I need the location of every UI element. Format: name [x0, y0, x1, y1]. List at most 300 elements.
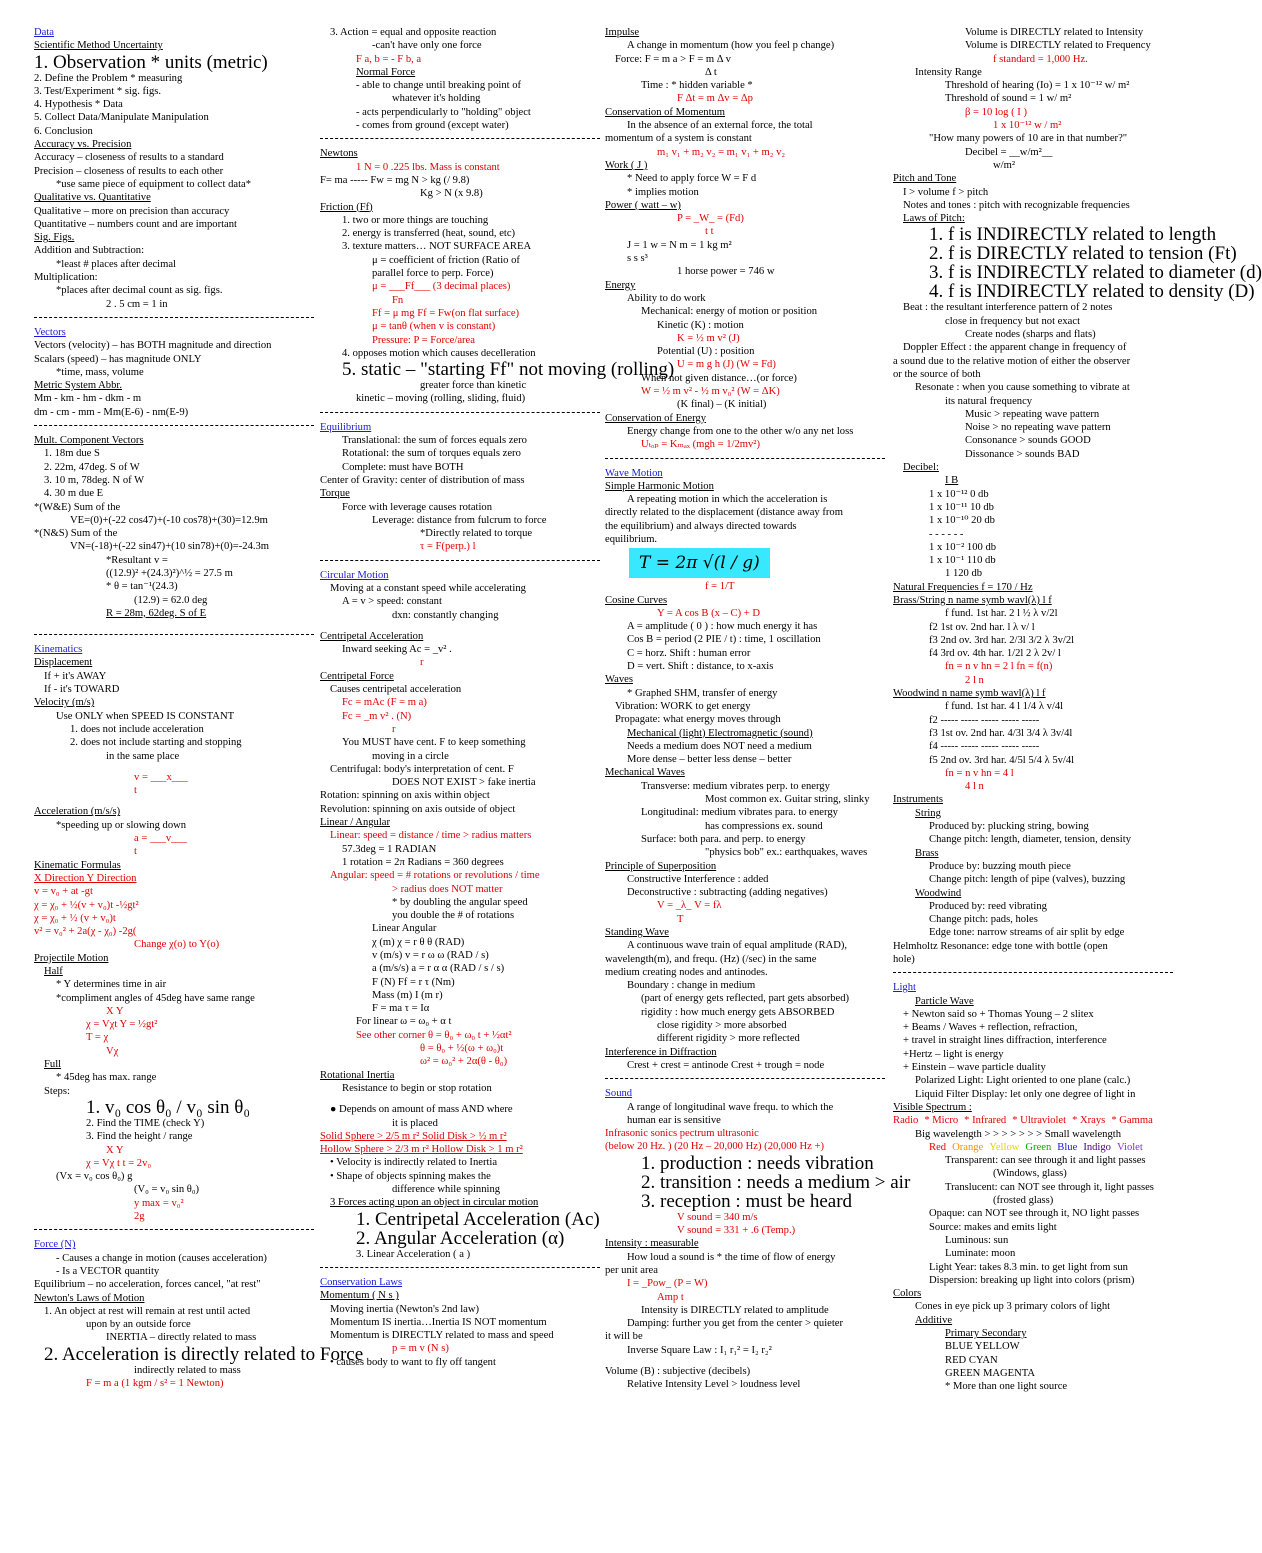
heading-line: Torque	[320, 488, 350, 500]
heading-line: Simple Harmonic Motion	[605, 480, 714, 492]
text-line: 1. does not include acceleration	[70, 723, 204, 735]
pendulum-formula: T = 2π √(l / g)	[629, 548, 770, 578]
text-line: Vectors (velocity) – has BOTH magnitude and direction	[34, 340, 272, 352]
text-line: Produced by: reed vibrating	[929, 900, 1047, 912]
text-line: Rotational: the sum of torques equals zero	[342, 448, 521, 460]
text-line: * implies motion	[627, 186, 699, 198]
text-line: Longitudinal: medium vibrates para. to energy	[641, 807, 838, 819]
text-line: Beat : the resultant interference pattern of 2 notes	[903, 302, 1113, 314]
text-line: Δ t	[705, 66, 717, 78]
text-line: Helmholtz Resonance: edge tone with bottle (open	[893, 940, 1108, 952]
text-line: 4. Hypothesis * Data	[34, 99, 123, 111]
text-line: Damping: further you get from the center > quieter	[627, 1318, 844, 1330]
heading-line: Mechanical Waves	[605, 767, 685, 779]
text-line: medium creating nodes and antinodes.	[605, 966, 768, 978]
text-line: f standard = 1,000 Hz.	[993, 53, 1088, 65]
text-line: χ = Vχ t t = 2v₀	[86, 1157, 152, 1169]
text-line: Rotation: spinning on axis within object	[320, 790, 490, 802]
text-line: 1 x 10⁻¹² w / m²	[993, 120, 1062, 132]
text-line: Angular: speed = # rotations or revolutions / time	[330, 870, 540, 882]
heading-line: Centripetal Force	[320, 670, 394, 682]
text-line: I > volume f > pitch	[903, 186, 989, 198]
text-line: +Hertz – light is energy	[903, 1048, 1004, 1060]
text-line: (Windows, glass)	[993, 1168, 1067, 1180]
text-line: Edge tone: narrow streams of air split by edge	[929, 927, 1125, 939]
text-line: Energy change from one to the other w/o any net loss	[627, 425, 854, 437]
text-line: Fc = mAc (F = m a)	[342, 697, 427, 709]
text-line: 2 l n	[965, 674, 984, 686]
heading-line: Displacement	[34, 657, 93, 669]
text-line: Potential (U) : position	[657, 346, 755, 358]
text-line: V sound = 340 m/s	[677, 1211, 758, 1223]
text-line: χ = χ₀ + ½ (v + v₀)t	[34, 912, 116, 924]
text-line: Cones in eye pick up 3 primary colors of light	[915, 1301, 1111, 1313]
text-line: y max = v₀²	[134, 1197, 184, 1209]
heading-line: Kinematic Formulas	[34, 859, 121, 871]
text-line: Scalars (speed) – has magnitude ONLY	[34, 353, 202, 365]
text-line: ((12.9)² +(24.3)²)^½ = 27.5 m	[106, 567, 233, 579]
spectrum-line	[893, 1114, 1173, 1127]
section-divider	[605, 1078, 885, 1079]
heading-line: Qualitative vs. Quantitative	[34, 192, 151, 204]
formula-line	[605, 546, 885, 580]
text-line: Quantitative – numbers count and are important	[34, 218, 237, 230]
text-line: it is placed	[392, 1117, 438, 1129]
heading-line: Hollow Sphere > 2/3 m r² Hollow Disk > 1 m r²	[320, 1144, 523, 1156]
text-line: 1 x 10⁻² 100 db	[929, 541, 997, 553]
spacer	[605, 1357, 885, 1365]
text-line: • causes body to want to fly off tangent	[330, 1356, 496, 1368]
text-line: Vibration: WORK to get energy	[615, 700, 751, 712]
text-line: v = v₀ + at -gt	[34, 886, 93, 898]
section-title: Conservation Laws	[320, 1276, 403, 1288]
text-line: (V₀ = v₀ sin θ₀)	[134, 1184, 200, 1196]
text-line: V = _λ_ V = fλ	[657, 900, 722, 912]
text-line: VE=(0)+(-22 cos47)+(-10 cos78)+(30)=12.9m	[70, 514, 268, 526]
text-line: 4. f is INDIRECTLY related to density (D)	[929, 281, 1255, 303]
text-line: θ = θ₀ + ½(ω + ω₀)t	[420, 1043, 504, 1055]
text-line: Addition and Subtraction:	[34, 245, 145, 257]
text-line: C = horz. Shift : human error	[627, 647, 751, 659]
roygbiv-item: Blue	[1057, 1141, 1078, 1153]
text-line: Transparent: can see through it and light passes	[945, 1155, 1146, 1167]
spectrum-item: * Gamma	[1111, 1115, 1153, 1127]
section-title: Equilibrium	[320, 421, 372, 433]
text-line: indirectly related to mass	[134, 1364, 241, 1376]
text-line: * Graphed SHM, transfer of energy	[627, 687, 778, 699]
roygbiv-item: Orange	[952, 1141, 984, 1153]
text-line: Translational: the sum of forces equals zero	[342, 435, 527, 447]
text-line: Big wavelength > > > > > > > Small wavelength	[915, 1128, 1121, 1140]
heading-line: Solid Sphere > 2/5 m r² Solid Disk > ½ m r²	[320, 1130, 507, 1142]
text-line: Momentum IS inertia…Inertia IS NOT momentum	[330, 1316, 547, 1328]
spectrum-item: Radio	[893, 1115, 919, 1127]
text-line: Change pitch: length, diameter, tension, density	[929, 834, 1131, 846]
text-line: F= ma ----- Fw = mg N > kg (/ 9.8)	[320, 174, 470, 186]
text-line: X Y	[106, 1144, 124, 1156]
text-line: Mass (m) I (m r)	[372, 989, 443, 1001]
spacer	[34, 763, 314, 771]
text-line: Force with leverage causes rotation	[342, 501, 493, 513]
text-line: 1 120 db	[945, 568, 983, 580]
roygbiv-item: Yellow	[989, 1141, 1020, 1153]
text-line: 1. production : needs vibration	[641, 1152, 874, 1174]
text-line: A repeating motion in which the acceleration is	[627, 494, 828, 506]
text-line: Translucent: can NOT see through it, light passes	[945, 1181, 1154, 1193]
heading-line: Projectile Motion	[34, 952, 109, 964]
text-line: Volume (B) : subjective (decibels)	[605, 1366, 751, 1378]
text-line: T	[677, 913, 684, 925]
text-line: Moving at a constant speed while accelerating	[330, 582, 526, 594]
text-line: p = m v (N s)	[392, 1343, 449, 1355]
text-line: τ = F(perp.) l	[420, 541, 476, 553]
text-line: Light Year: takes 8.3 min. to get light from sun	[929, 1261, 1128, 1273]
text-line: Create nodes (sharps and flats)	[965, 329, 1096, 341]
text-line: I = _Pow_ (P = W)	[627, 1278, 708, 1290]
section-title: Force (N)	[34, 1239, 76, 1251]
text-line: Produced by: plucking string, bowing	[929, 821, 1089, 833]
text-line: f = 1/T	[705, 581, 735, 593]
text-line: (below 20 Hz. ) (20 Hz – 20,000 Hz) (20,000 Hz +)	[605, 1141, 824, 1153]
text-line: Polarized Light: Light oriented to one plane (calc.)	[915, 1075, 1131, 1087]
text-line: Multiplication:	[34, 272, 98, 284]
heading-line: Normal Force	[356, 66, 416, 78]
text-line: f2 ----- ----- ----- ----- -----	[929, 714, 1040, 726]
text-line: r	[420, 657, 424, 669]
section-divider	[320, 138, 600, 139]
heading-line: Brass/String n name symb wavl(λ) l f	[893, 594, 1052, 606]
text-line: * More than one light source	[945, 1381, 1068, 1393]
text-line: Luminate: moon	[945, 1248, 1016, 1260]
roygbiv-item: Indigo	[1083, 1141, 1111, 1153]
spacer	[320, 1095, 600, 1103]
heading-line: Additive	[915, 1314, 953, 1326]
section-divider	[320, 1267, 600, 1268]
text-line: *use same piece of equipment to collect data*	[56, 178, 252, 190]
text-line: v = ___x___	[134, 771, 188, 783]
text-line: 2. Angular Acceleration (α)	[356, 1227, 565, 1249]
spacer	[34, 797, 314, 805]
text-line: *(W&E) Sum of the	[34, 501, 121, 513]
text-line: 1. An object at rest will remain at rest until acted	[44, 1305, 251, 1317]
text-line: Change χ(o) to Y(o)	[134, 939, 220, 951]
text-line: Fc = _m v² . (N)	[342, 710, 412, 722]
heading-line: Accuracy vs. Precision	[34, 139, 132, 151]
heading-line: 3 Forces acting upon an object in circular motion	[330, 1197, 539, 1209]
text-line: Momentum is DIRECTLY related to mass and speed	[330, 1330, 554, 1342]
text-line: Amp t	[657, 1291, 684, 1303]
section-divider	[34, 1229, 314, 1230]
heading-line: Woodwind n name symb wavl(λ) l f	[893, 688, 1046, 700]
text-line: v² = v₀² + 2a(χ - χ₀) -2g(	[34, 926, 137, 938]
text-line: Deconstructive : subtracting (adding negatives)	[627, 887, 828, 899]
text-line: wavelength(m), and frequ. (Hz) (/sec) in the same	[605, 953, 817, 965]
heading-line: Natural Frequencies f = 170 / Hz	[893, 581, 1033, 593]
heading-line: Colors	[893, 1288, 922, 1300]
text-line: - Causes a change in motion (causes acceleration)	[56, 1252, 267, 1264]
text-line: Centrifugal: body's interpretation of cent. F	[330, 763, 514, 775]
text-line: Moving inertia (Newton's 2nd law)	[330, 1303, 480, 1315]
text-line: A range of longitudinal wave frequ. to which the	[627, 1101, 834, 1113]
text-line: f4 ----- ----- ----- ----- -----	[929, 741, 1040, 753]
heading-line: Centripetal Acceleration	[320, 630, 424, 642]
text-line: Inverse Square Law : I₁ r₁² = I₂ r₂²	[627, 1344, 772, 1356]
text-line: 1 x 10⁻¹ 110 db	[929, 555, 996, 567]
text-line: Pressure: P = Force/area	[372, 334, 475, 346]
text-line: kinetic – moving (rolling, sliding, fluid)	[356, 393, 526, 405]
text-line: ω² = ω₀² + 2α(θ - θ₀)	[420, 1056, 508, 1068]
text-line: Threshold of sound = 1 w/ m²	[945, 93, 1072, 105]
text-line: per unit area	[605, 1264, 658, 1276]
heading-line: Standing Wave	[605, 927, 669, 938]
text-line: U = m g h (J) (W = Fd)	[677, 359, 776, 371]
text-line: * Need to apply force W = F d	[627, 173, 757, 185]
heading-line: Scientific Method Uncertainty	[34, 40, 163, 52]
text-line: 1. f is INDIRECTLY related to length	[929, 224, 1217, 246]
text-line: For linear ω = ω₀ + α t	[356, 1016, 452, 1028]
text-line: + travel in straight lines diffraction, interference	[903, 1035, 1107, 1047]
text-line: Mm - km - hm - dkm - m	[34, 393, 142, 405]
text-line: K = ½ m v² (J)	[677, 332, 740, 344]
text-line: Force: F = m a > F = m Δ v	[615, 53, 731, 65]
text-line: *places after decimal count as sig. figs.	[56, 285, 223, 297]
text-line: (Vx = v₀ cos θ₀) g	[56, 1171, 133, 1183]
heading-line: Work ( J )	[605, 159, 648, 171]
text-line: In the absence of an external force, the total	[627, 120, 813, 132]
text-line: X Y	[106, 1005, 124, 1017]
text-line: human ear is sensitive	[627, 1114, 721, 1126]
heading-line: Newtons	[320, 148, 358, 160]
text-line: *least # places after decimal	[56, 258, 177, 270]
text-line: Propagate: what energy moves through	[615, 714, 781, 726]
text-line: Cos B = period (2 PIE / t) : time, 1 oscillation	[627, 634, 821, 646]
text-line: More dense – better less dense – better	[627, 754, 792, 766]
heading-line: Metric System Abbr.	[34, 380, 122, 392]
section-divider	[893, 972, 1173, 973]
text-line: (K final) – (K initial)	[677, 399, 767, 411]
text-line: Linear Angular	[372, 923, 437, 935]
roygbiv-line	[893, 1141, 1173, 1154]
section-title: Sound	[605, 1088, 633, 1100]
text-line: J = 1 w = N m = 1 kg m²	[627, 239, 732, 251]
text-line: a = ___v___	[134, 833, 188, 845]
text-line: - - - - - -	[929, 528, 964, 540]
text-line: in the same place	[106, 750, 180, 762]
heading-line: Intensity : measurable	[605, 1238, 699, 1250]
text-line: F a, b = - F b, a	[356, 53, 422, 65]
heading-line: Instruments	[893, 794, 944, 806]
text-line: a sound due to the relative motion of either the observer	[893, 355, 1131, 367]
text-line: BLUE YELLOW	[945, 1341, 1020, 1353]
text-line: μ = ___Ff___ (3 decimal places)	[372, 281, 511, 293]
column-4	[893, 26, 1262, 1394]
text-line: 2. f is DIRECTLY related to tension (Ft)	[929, 243, 1237, 265]
text-line: Luminous: sun	[945, 1234, 1009, 1246]
text-line: Resonate : when you cause something to vibrate at	[915, 382, 1130, 394]
heading-line: Acceleration (m/s/s)	[34, 806, 121, 818]
heading-line: Waves	[605, 674, 633, 686]
text-line: Volume is DIRECTLY related to Frequency	[965, 40, 1151, 52]
text-line: F Δt = m Δv = Δp	[677, 93, 753, 105]
text-line: INERTIA – directly related to mass	[106, 1332, 257, 1344]
text-line: f5 2nd ov. 3rd har. 4/5l 5/4 λ 5v/4l	[929, 754, 1075, 766]
text-line: Transverse: medium vibrates perp. to energy	[641, 780, 830, 792]
text-line: 3. Test/Experiment * sig. figs.	[34, 85, 162, 97]
text-line: Equilibrium – no acceleration, forces cancel, "at rest"	[34, 1279, 261, 1291]
text-line: Uₜₒₚ = Kₘₐₓ (mgh = 1/2mv²)	[641, 439, 760, 451]
text-line: A continuous wave train of equal amplitude (RAD),	[627, 940, 848, 952]
text-line: difference while spinning	[392, 1184, 501, 1196]
text-line: Opaque: can NOT see through it, NO light passes	[929, 1208, 1140, 1220]
heading-line: Laws of Pitch:	[903, 213, 965, 225]
text-line: t	[134, 785, 137, 797]
heading-line: Energy	[605, 279, 636, 291]
spectrum-item: * Xrays	[1072, 1115, 1106, 1127]
text-line: Linear: speed = distance / time > radius matters	[330, 830, 532, 842]
heading-line: Principle of Superposition	[605, 860, 717, 872]
heading-line: Cosine Curves	[605, 594, 668, 606]
spectrum-item: * Infrared	[964, 1115, 1007, 1127]
roygbiv-item: Red	[929, 1141, 947, 1153]
text-line: or the source of both	[893, 368, 981, 380]
text-line: close rigidity > more absorbed	[657, 1020, 787, 1032]
heading-line: Newton's Laws of Motion	[34, 1292, 145, 1304]
text-line: - comes from ground (except water)	[356, 120, 509, 132]
text-line: * 45deg has max. range	[56, 1072, 157, 1084]
text-line: Relative Intensity Level > loudness level	[627, 1379, 801, 1391]
heading-line: Primary Secondary	[945, 1328, 1027, 1340]
text-line: β = 10 log ( I )	[965, 106, 1027, 118]
text-line: 2. does not include starting and stopping	[70, 737, 242, 749]
text-line: 2. Find the TIME (check Y)	[86, 1117, 205, 1129]
text-line: has compressions ex. sound	[705, 820, 823, 832]
text-line: close in frequency but not exact	[945, 315, 1081, 327]
text-line: Needs a medium does NOT need a medium	[627, 740, 812, 752]
text-line: f fund. 1st har. 4 l 1/4 λ v/4l	[945, 701, 1064, 713]
text-line: * Y determines time in air	[56, 979, 167, 991]
text-line: When not given distance…(or force)	[641, 372, 797, 384]
text-line: χ = Vχt Y = ½gt²	[86, 1019, 158, 1031]
text-line: it will be	[605, 1331, 643, 1343]
heading-line: Visible Spectrum :	[893, 1101, 972, 1113]
section-divider	[34, 634, 314, 635]
text-line: 6. Conclusion	[34, 125, 93, 137]
text-line: *compliment angles of 45deg have same range	[56, 992, 255, 1004]
heading-line: Conservation of Energy	[605, 412, 707, 424]
text-line: 5. static – "starting Ff" not moving (rolling)	[342, 359, 675, 381]
text-line: 4 l n	[965, 781, 984, 793]
text-line: "How many powers of 10 are in that number?"	[929, 133, 1128, 145]
text-line: Boundary : change in medium	[627, 980, 756, 992]
text-line: > radius does NOT matter	[392, 883, 503, 895]
text-line: the equilibrium) and always directed towards	[605, 520, 797, 532]
text-line: You MUST have cent. F to keep something	[342, 737, 526, 749]
heading-line: Power ( watt – w)	[605, 199, 681, 211]
text-line: upon by an outside force	[86, 1319, 191, 1331]
text-line: + Newton said so + Thomas Young – 2 slitex	[903, 1008, 1094, 1020]
text-line: DOES NOT EXIST > fake inertia	[392, 777, 536, 789]
text-line: μ = tanθ (when v is constant)	[372, 321, 496, 333]
text-line: Crest + crest = antinode Crest + trough = node	[627, 1059, 825, 1071]
section-title: Circular Motion	[320, 569, 389, 581]
text-line: Doppler Effect : the apparent change in frequency of	[903, 342, 1127, 354]
text-line: dxn: constantly changing	[392, 609, 499, 621]
text-line: - able to change until breaking point of	[356, 80, 522, 92]
text-line: A change in momentum (how you feel p change)	[627, 40, 835, 52]
text-line: Ff = μ mg Ff = Fw(on flat surface)	[372, 307, 520, 319]
text-line: *Resultant v =	[106, 554, 168, 566]
text-line: t t	[705, 226, 714, 238]
heading-line: Linear / Angular	[320, 817, 391, 829]
text-line: Volume is DIRECTLY related to Intensity	[965, 27, 1144, 38]
text-line: 1 rotation = 2π Radians = 360 degrees	[342, 856, 504, 868]
text-line: See other corner θ = θ₀ + ω₀ t + ½αt²	[356, 1029, 512, 1041]
text-line: Accuracy – closeness of results to a standard	[34, 152, 224, 164]
text-line: - Is a VECTOR quantity	[56, 1265, 160, 1277]
text-line: D = vert. Shift : distance, to x-axis	[627, 661, 774, 673]
text-line: Center of Gravity: center of distribution of mass	[320, 474, 525, 486]
text-line: 3. Linear Acceleration ( a )	[356, 1248, 471, 1260]
text-line: Causes centripetal acceleration	[330, 684, 462, 696]
text-line: 57.3deg = 1 RADIAN	[342, 843, 437, 855]
text-line: 1 x 10⁻¹¹ 10 db	[929, 501, 994, 513]
text-line: f4 3rd ov. 4th har. 1/2l 2 λ 2v/ l	[929, 648, 1061, 660]
text-line: If + it's AWAY	[44, 670, 107, 682]
text-line: (frosted glass)	[993, 1195, 1054, 1207]
heading-line: Conservation of Momentum	[605, 106, 726, 118]
text-line: whatever it's holding	[392, 93, 481, 105]
roygbiv-item: Green	[1025, 1141, 1052, 1153]
text-line: you double the # of rotations	[392, 910, 515, 922]
text-line: r	[392, 723, 396, 735]
heading-line: String	[915, 807, 941, 819]
text-line: 2. Acceleration is directly related to Force	[44, 1343, 364, 1365]
section-divider	[34, 425, 314, 426]
text-line: A = v > speed: constant	[342, 596, 442, 608]
text-line: χ (m) χ = r θ θ (RAD)	[372, 936, 465, 948]
spacer	[34, 620, 314, 628]
text-line: Leverage: distance from fulcrum to force	[372, 514, 547, 526]
text-line: Produce by: buzzing mouth piece	[929, 860, 1071, 872]
text-line: Steps:	[44, 1085, 70, 1097]
text-line: Dissonance > sounds BAD	[965, 448, 1080, 460]
text-line: t	[134, 846, 137, 858]
text-line: Intensity Range	[915, 66, 982, 78]
text-line: Mechanical: energy of motion or position	[641, 306, 818, 318]
heading-line: Full	[44, 1059, 62, 1071]
text-line: w/m²	[993, 159, 1016, 171]
spectrum-item: * Micro	[924, 1115, 959, 1127]
text-line: -can't have only one force	[372, 40, 482, 52]
text-line: + Beams / Waves + reflection, refraction,	[903, 1022, 1078, 1034]
text-line: Use ONLY when SPEED IS CONSTANT	[56, 710, 235, 722]
text-line: Intensity is DIRECTLY related to amplitude	[641, 1304, 829, 1316]
text-line: 5. Collect Data/Manipulate Manipulation	[34, 112, 209, 124]
text-line: s s s³	[627, 253, 648, 265]
heading-line: Decibel:	[903, 462, 939, 474]
text-line: (12.9) = 62.0 deg	[134, 594, 208, 606]
text-line: 3. f is INDIRECTLY related to diameter (d)	[929, 262, 1262, 284]
text-line: 3. 10 m, 78deg. N of W	[44, 474, 145, 486]
heading-line: X Direction Y Direction	[34, 872, 137, 884]
text-line: - acts perpendicularly to "holding" object	[356, 106, 531, 118]
text-line: 2 . 5 cm = 1 in	[106, 298, 168, 310]
text-line: different rigidity > more reflected	[657, 1033, 800, 1045]
text-line: + Einstein – wave particle duality	[903, 1062, 1046, 1074]
heading-line: Friction (Ff)	[320, 201, 373, 213]
text-line: 2. transition : needs a medium > air	[641, 1171, 911, 1193]
heading-line: R = 28m, 62deg. S of E	[106, 607, 207, 619]
